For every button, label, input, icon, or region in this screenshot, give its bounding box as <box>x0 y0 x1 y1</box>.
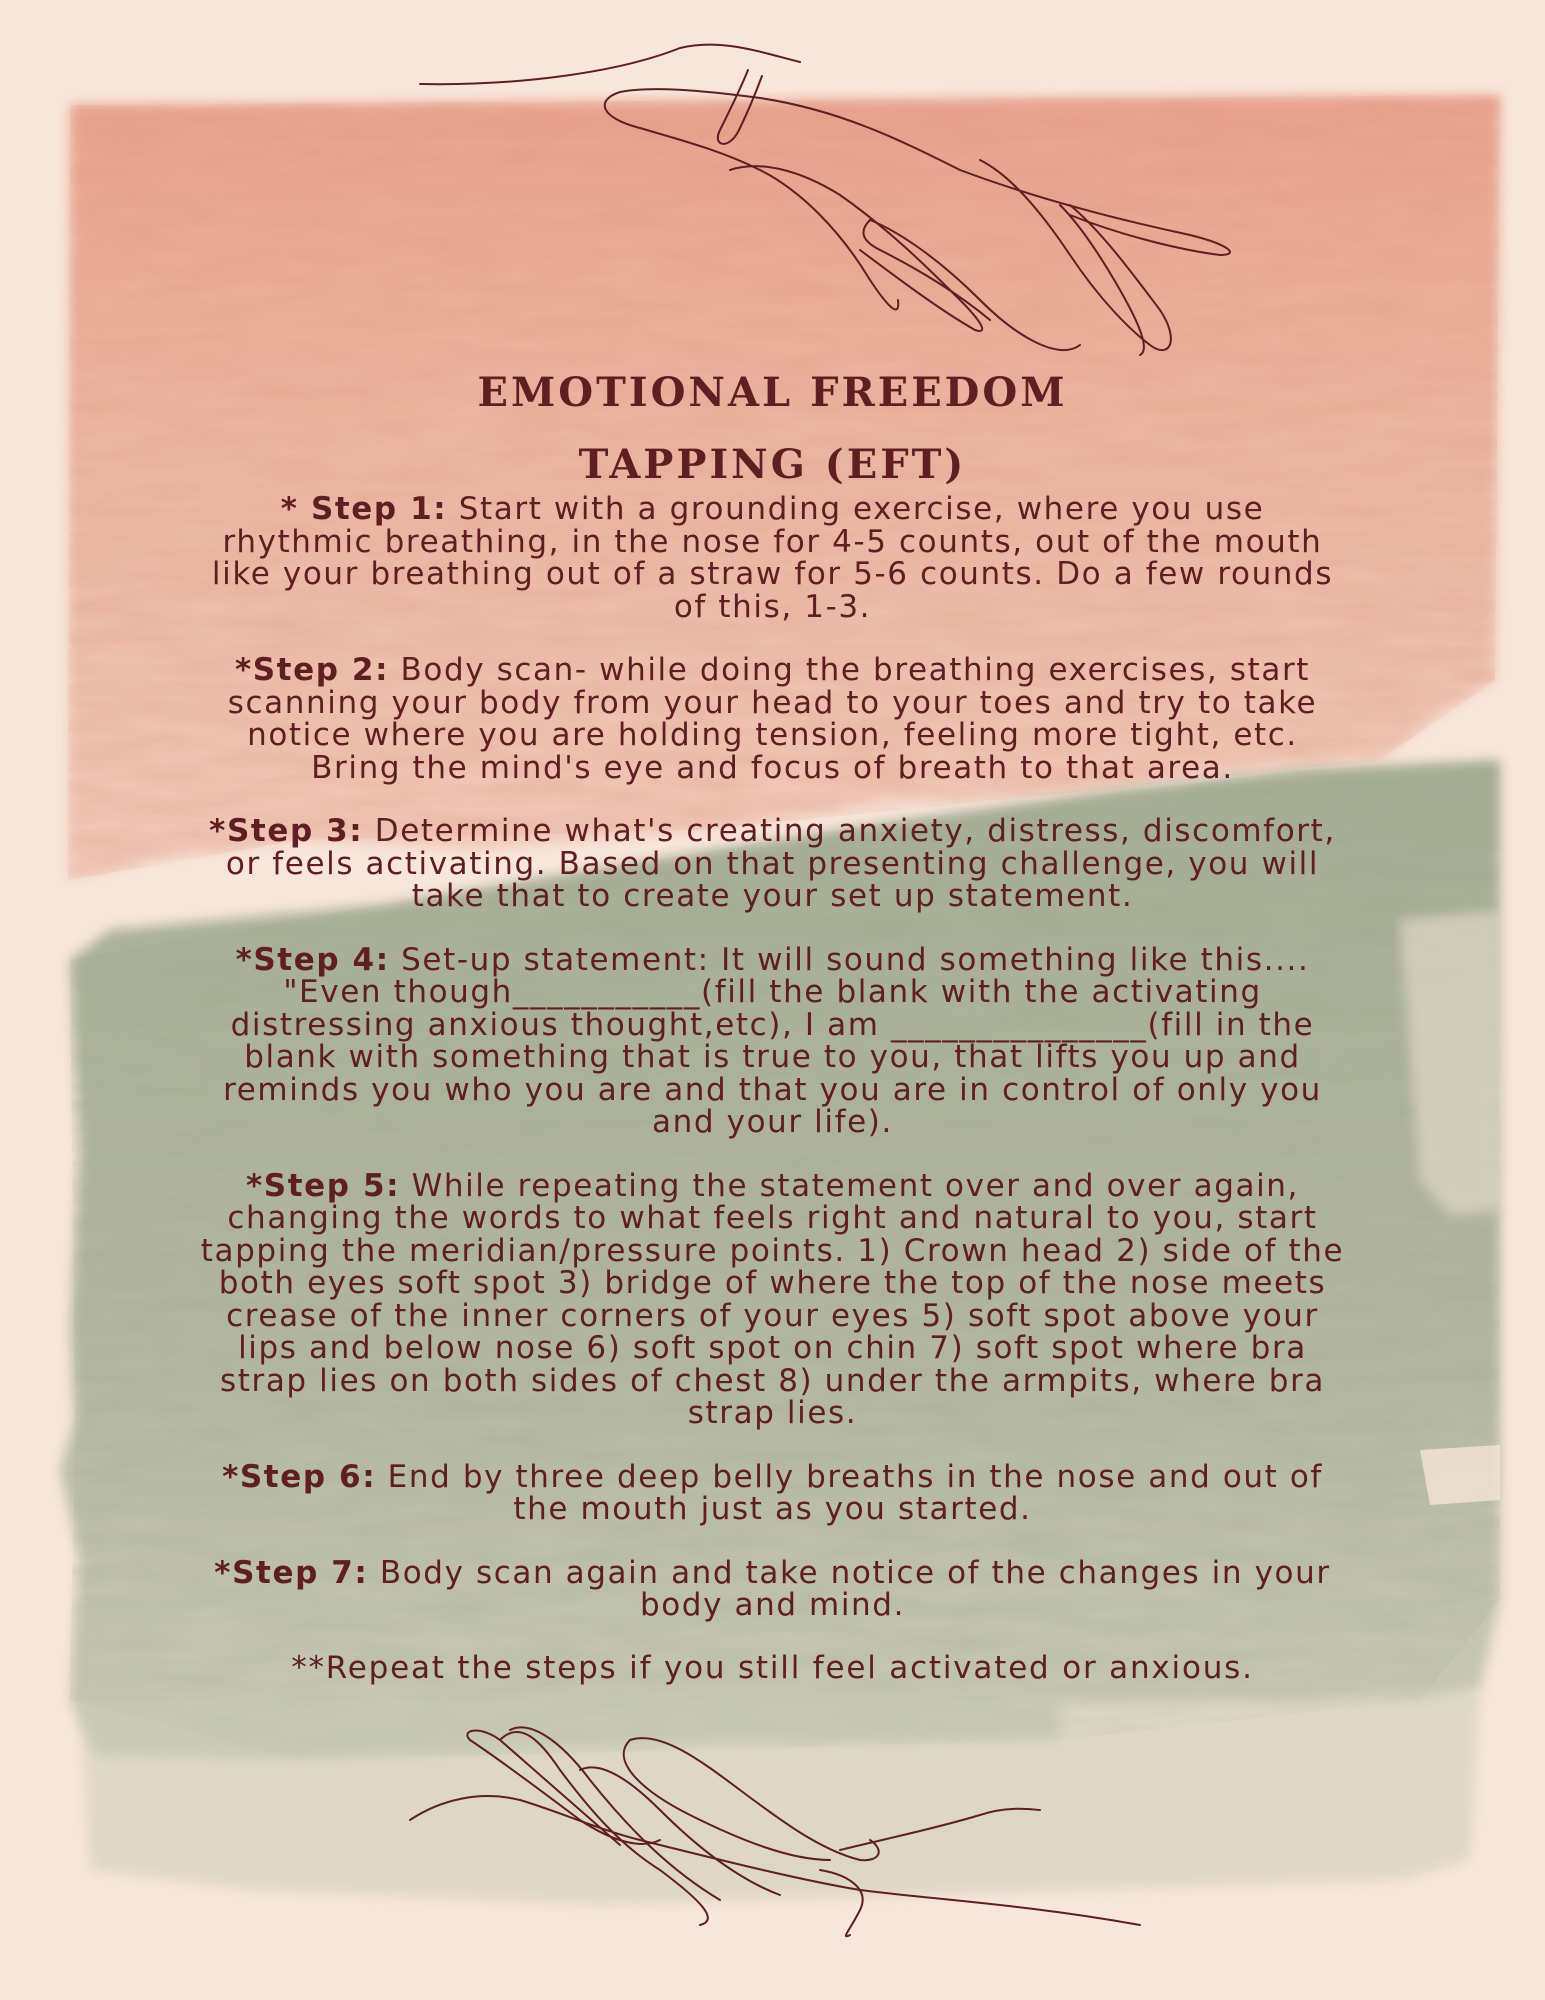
step-5-label: *Step 5: <box>246 1167 401 1204</box>
step-2-text: Body scan- while doing the breathing exercises, start scanning your body from your head to your toes and try to take notice where you are holding tension, feeling more tight, etc. Bring the mind's eye and focus of breath to that area. <box>227 652 1318 786</box>
step-6-label: *Step 6: <box>222 1458 377 1495</box>
step-4-text: Set-up statement: It will sound something like this.... "Even though___________(fill the blank with the activating distressing anxious thought,etc), I am _______________(fill in the blank with something that is true to you, that lifts you up and reminds you who you are and that you are in control of only you and your life). <box>223 941 1322 1140</box>
step-7-label: *Step 7: <box>214 1554 369 1591</box>
page-title-line-2: TAPPING (EFT) <box>578 441 967 488</box>
step-2-label: *Step 2: <box>234 652 390 688</box>
step-4 <box>200 941 1345 1140</box>
step-3-label: *Step 3: <box>209 813 364 849</box>
step-1 <box>200 493 1345 623</box>
page-title-line-1: EMOTIONAL FREEDOM <box>477 369 1068 416</box>
step-3-text: Determine what's creating anxiety, distress, discomfort, or feels activating. Based on that presenting challenge, you will take that to create your set up statement. <box>225 813 1336 914</box>
step-3 <box>200 815 1345 913</box>
step-4-label: *Step 4: <box>235 941 390 978</box>
reaching-hand-line-art-icon <box>420 45 1230 355</box>
open-hand-line-art-icon <box>410 1727 1140 1936</box>
step-7 <box>200 1554 1345 1623</box>
step-7-text: Body scan again and take notice of the changes in your body and mind. <box>368 1554 1331 1623</box>
step-5-text: While repeating the statement over and over again, changing the words to what feels right and natural to you, start tapping the meridian/pressure points. 1) Crown head 2) side of the both eyes soft spot 3) bridge of where the top of the nose meets crease of the inner corners of your eyes 5) soft spot above your lips and below nose 6) soft spot on chin 7) soft spot where bra strap lies on both sides of chest 8) under the armpits, where bra strap lies. <box>200 1167 1345 1431</box>
step-1-text: Start with a grounding exercise, where you use rhythmic breathing, in the nose for 4-5 counts, out of the mouth like your breathing out of a straw for 5-6 counts. Do a few rounds of this, 1-3. <box>211 491 1334 625</box>
step-2 <box>200 654 1345 784</box>
step-6 <box>200 1458 1345 1527</box>
eft-instructions <box>200 355 1345 1685</box>
step-5 <box>200 1167 1345 1431</box>
repeat-note: **Repeat the steps if you still feel activated or anxious. <box>291 1649 1254 1686</box>
step-1-label: * Step 1: <box>280 491 448 527</box>
step-6-text: End by three deep belly breaths in the nose and out of the mouth just as you started. <box>376 1458 1323 1527</box>
